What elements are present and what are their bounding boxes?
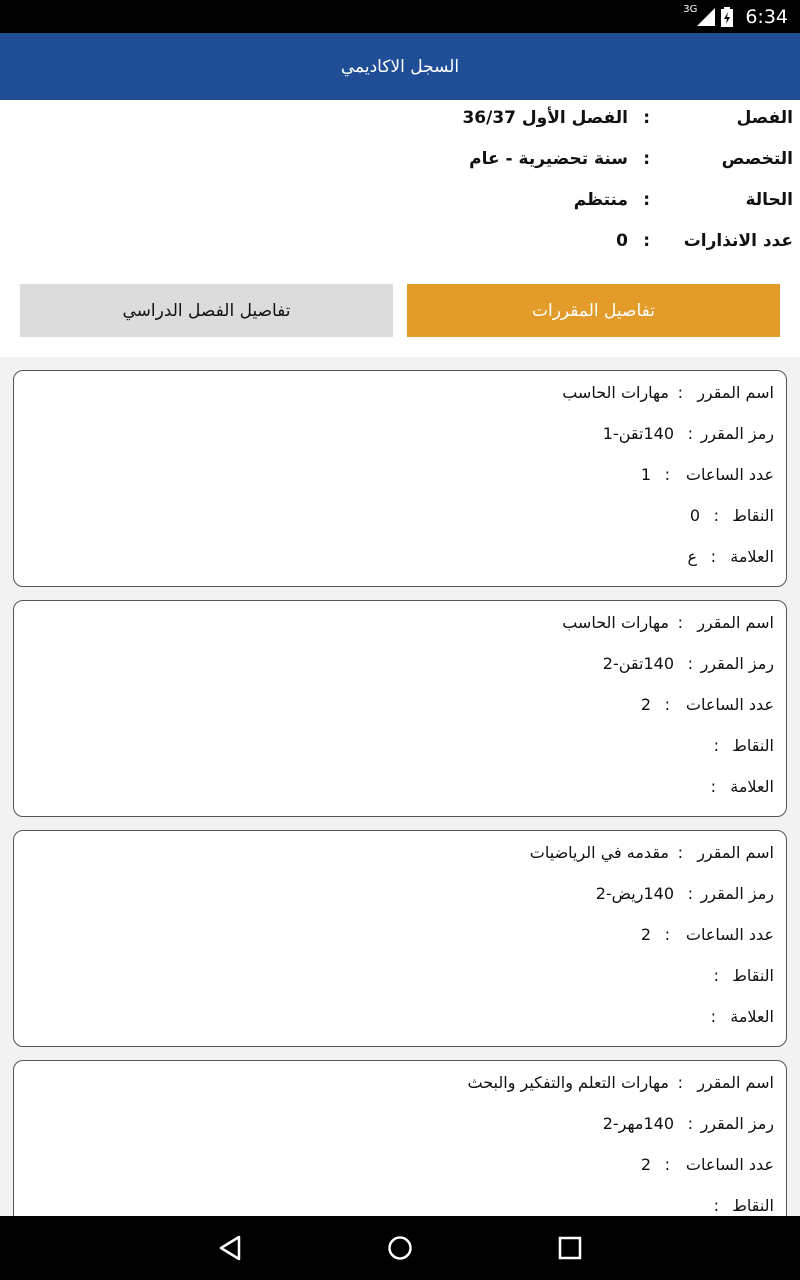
hours-label: عدد الساعات [685,1155,774,1174]
colon: : [677,383,683,402]
points-row [14,724,786,765]
summary-label: الحالة [745,190,793,210]
summary-row-semester [0,100,800,141]
courses-details-button[interactable]: تفاصيل المقررات [407,284,780,337]
course-code-value: 140تقن-2 [602,654,674,673]
back-icon[interactable] [212,1230,248,1266]
colon: : [710,1007,716,1026]
course-code-value: 140ريض-2 [595,884,674,903]
grade-row [14,535,786,576]
colon: : [677,1073,683,1092]
course-code-label: رمز المقرر [700,1114,774,1133]
course-card[interactable] [13,600,787,817]
grade-label: العلامة [730,1007,774,1026]
summary-colon: : [643,190,650,210]
grade-label: العلامة [730,777,774,796]
course-name-value: مهارات التعلم والتفكير والبحث [467,1073,669,1092]
course-name-row [14,601,786,642]
hours-value: 1 [640,465,651,484]
summary-row-status [0,182,800,223]
course-code-label: رمز المقرر [700,424,774,443]
colon: : [687,1114,693,1133]
points-label: النقاط [732,736,774,755]
grade-label: العلامة [730,547,774,566]
course-name-label: اسم المقرر [697,613,774,632]
summary-value: الفصل الأول 36/37 [462,108,628,128]
course-name-row [14,831,786,872]
colon: : [713,1196,719,1215]
hours-label: عدد الساعات [685,925,774,944]
course-name-value: مهارات الحاسب [562,613,669,632]
colon: : [677,843,683,862]
course-name-row [14,371,786,412]
course-code-row [14,412,786,453]
hours-row [14,1143,786,1184]
course-name-row [14,1061,786,1102]
colon: : [710,777,716,796]
colon: : [713,736,719,755]
course-name-label: اسم المقرر [697,383,774,402]
summary-row-major [0,141,800,182]
course-name-value: مهارات الحاسب [562,383,669,402]
hours-label: عدد الساعات [685,465,774,484]
summary-value: سنة تحضيرية - عام [469,149,628,169]
summary-row-warnings [0,223,800,264]
points-label: النقاط [732,966,774,985]
network-type-label: 3G [683,4,698,15]
colon: : [677,613,683,632]
colon: : [687,424,693,443]
course-code-value: 140مهر-2 [602,1114,674,1133]
hours-row [14,453,786,494]
colon: : [664,925,670,944]
course-code-label: رمز المقرر [700,884,774,903]
points-row [14,954,786,995]
colon: : [664,465,670,484]
summary-label: عدد الانذارات [683,231,793,251]
battery-icon [721,7,733,27]
course-card[interactable] [13,370,787,587]
points-value: 0 [689,506,700,525]
summary-label: التخصص [721,149,793,169]
course-name-label: اسم المقرر [697,1073,774,1092]
colon: : [713,506,719,525]
summary-label: الفصل [736,108,793,128]
points-label: النقاط [732,1196,774,1215]
hours-label: عدد الساعات [685,695,774,714]
colon: : [713,966,719,985]
page-title: السجل الاكاديمي [340,56,460,77]
app-bar [0,33,800,100]
course-code-row [14,1102,786,1143]
points-row [14,494,786,535]
course-card[interactable] [13,830,787,1047]
hours-row [14,683,786,724]
term-details-button[interactable]: تفاصيل الفصل الدراسي [20,284,393,337]
summary-colon: : [643,149,650,169]
summary-value: منتظم [573,190,628,210]
course-code-row [14,642,786,683]
hours-value: 2 [640,695,651,714]
navigation-bar [0,1216,800,1280]
status-bar [0,0,800,33]
colon: : [687,654,693,673]
course-name-label: اسم المقرر [697,843,774,862]
points-label: النقاط [732,506,774,525]
course-code-value: 140تقن-1 [602,424,674,443]
colon: : [664,695,670,714]
hours-row [14,913,786,954]
signal-icon [697,8,715,26]
colon: : [710,547,716,566]
home-icon[interactable] [382,1230,418,1266]
course-list[interactable] [0,357,800,1216]
grade-value: ع [687,547,697,566]
summary-colon: : [643,108,650,128]
status-icons [677,0,788,33]
colon: : [664,1155,670,1174]
colon: : [687,884,693,903]
course-code-row [14,872,786,913]
summary-value: 0 [616,231,628,251]
course-code-label: رمز المقرر [700,654,774,673]
grade-row [14,765,786,806]
summary-colon: : [643,231,650,251]
hours-value: 2 [640,925,651,944]
grade-row [14,995,786,1036]
recents-icon[interactable] [552,1230,588,1266]
course-name-value: مقدمه في الرياضيات [529,843,669,862]
status-time: 6:34 [745,5,788,28]
hours-value: 2 [640,1155,651,1174]
